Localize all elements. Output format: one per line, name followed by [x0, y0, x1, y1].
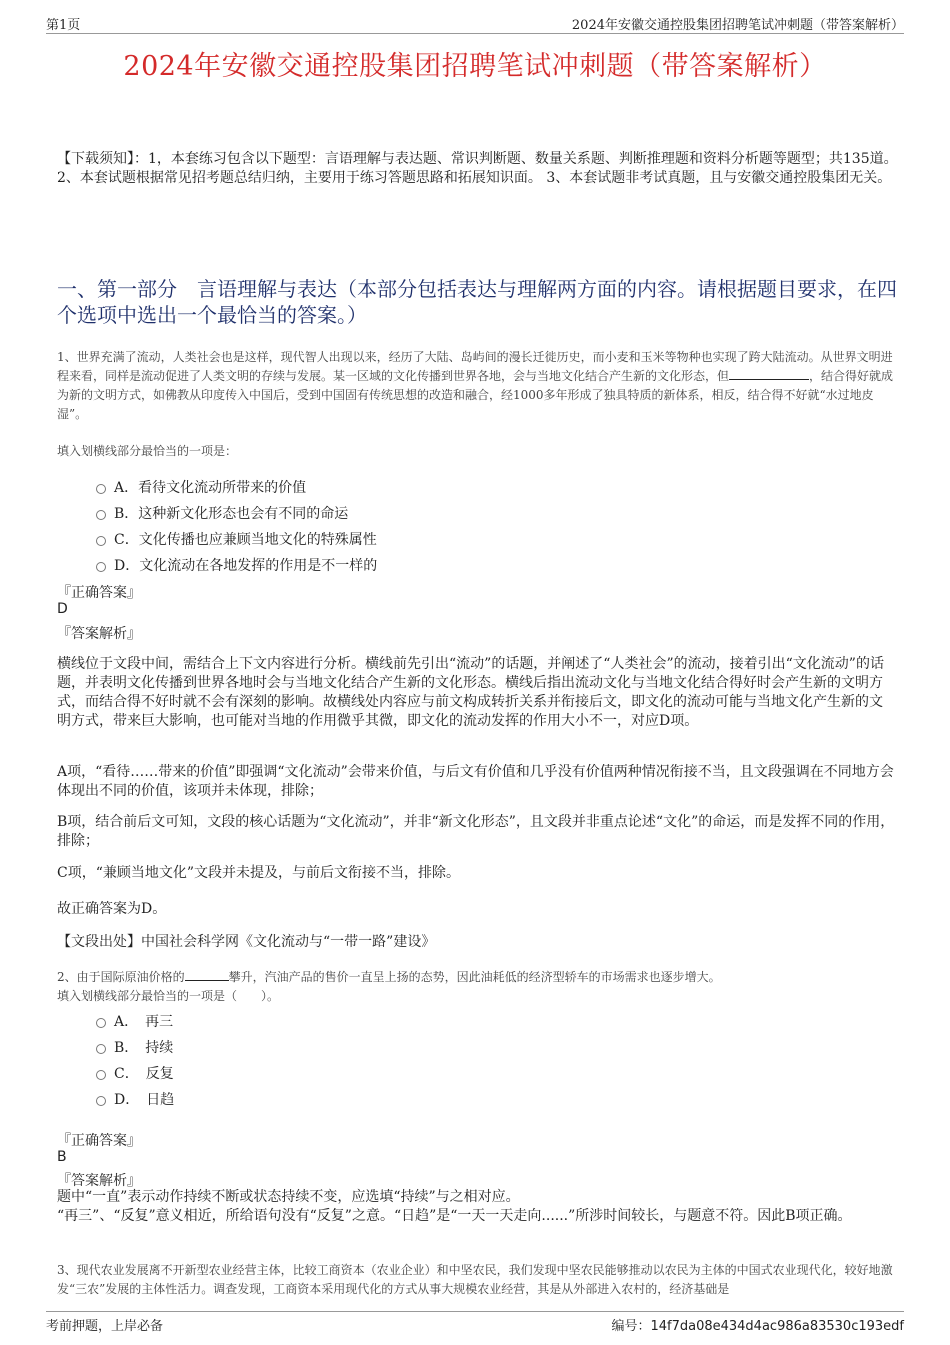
q2-option-a[interactable]	[96, 1011, 173, 1031]
question-2-text	[57, 968, 899, 987]
q1-answer-label: 『正确答案』	[57, 585, 141, 601]
page-title: 2024年安徽交通控股集团招聘笔试冲刺题（带答案解析）	[123, 51, 827, 82]
header-divider	[46, 33, 904, 34]
q2-analysis-para-2: “再三”、“反复”意义相近，所给语句没有“反复”之意。“日趋”是“一天一天走向......”所涉时间较长，与题意不符。因此B项正确。	[57, 1208, 852, 1224]
page-number: 第1页	[46, 18, 81, 33]
footer-divider	[46, 1311, 904, 1312]
q1-analysis-para-3: B项，结合前后文可知，文段的核心话题为“文化流动”，并非“新文化形态”，且文段并非重点论述“文化”的命运，而是发挥不同的作用，排除；	[57, 814, 895, 849]
q1-analysis-label: 『答案解析』	[57, 626, 141, 642]
section-heading: 一、第一部分 言语理解与表达（本部分包括表达与理解两方面的内容。请根据题目要求，在四个选项中选出一个最恰当的答案。）	[57, 277, 897, 327]
q1-analysis-para-2: A项，“看待……带来的价值”即强调“文化流动”会带来价值，与后文有价值和几乎没有价值两种情况衔接不当，且文段强调在不同地方会体现出不同的价值，该项并未体现，排除；	[57, 764, 894, 799]
radio-icon[interactable]	[96, 484, 106, 494]
footer-code	[611, 1315, 904, 1334]
q1-answer: D	[57, 601, 68, 617]
q1-source: 【文段出处】中国社会科学网《文化流动与“一带一路”建设》	[57, 934, 436, 950]
q2-option-b-label: B． 持续	[114, 1040, 174, 1056]
q1-option-b[interactable]	[96, 503, 348, 523]
q2-option-c-label: C． 反复	[114, 1066, 174, 1082]
footer-code-label: 编号：	[611, 1319, 651, 1334]
radio-icon[interactable]	[96, 1096, 106, 1106]
q2-option-c[interactable]	[96, 1063, 174, 1083]
q2-answer-label: 『正确答案』	[57, 1133, 141, 1149]
q1-option-d[interactable]	[96, 555, 377, 575]
radio-icon[interactable]	[96, 562, 106, 572]
q2-answer: B	[57, 1149, 67, 1165]
q1-option-c[interactable]	[96, 529, 377, 549]
question-1-text	[57, 348, 899, 424]
radio-icon[interactable]	[96, 510, 106, 520]
q1-analysis-para-1: 横线位于文段中间，需结合上下文内容进行分析。横线前先引出“流动”的话题，并阐述了“人类社会”的流动，接着引出“文化流动”的话题，并表明文化传播到世界各地时会与当地文化结合产生新的文化形态。横线后指出流动文化与当地文化结合得好时会产生新的文明方式，而结合得不好时就不会有深刻的影响。故横线处内容应与前文构成转折关系并衔接后文，即文化的流动可能与当地文化产生新的文明方式，带来巨大影响，也可能对当地的作用微乎其微，即文化的流动发挥的作用大小不一，对应D项。	[57, 656, 884, 729]
header-doc-title: 2024年安徽交通控股集团招聘笔试冲刺题（带答案解析）	[571, 18, 904, 33]
question-3-text: 3、现代农业发展离不开新型农业经营主体，比较工商资本（农业企业）和中坚农民，我们发现中坚农民能够推动以农民为主体的中国式农业现代化，较好地激发“三农”发展的主体性活力。调查发现，工商资本采用现代化的方式从事大规模农业经营，其是从外部进入农村的，经济基础是	[57, 1263, 893, 1296]
question-2-prompt: 填入划横线部分最恰当的一项是（ ）。	[57, 989, 280, 1003]
q1-option-a-label: A．看待文化流动所带来的价值	[114, 480, 307, 496]
q1-option-d-label: D．文化流动在各地发挥的作用是不一样的	[114, 558, 378, 574]
question-2-text-part2: 攀升，汽油产品的售价一直呈上扬的态势，因此油耗低的经济型轿车的市场需求也逐步增大。	[228, 970, 721, 984]
q2-option-d[interactable]	[96, 1089, 174, 1109]
q1-option-c-label: C．文化传播也应兼顾当地文化的特殊属性	[114, 532, 377, 548]
radio-icon[interactable]	[96, 1018, 106, 1028]
q2-option-b[interactable]	[96, 1037, 173, 1057]
radio-icon[interactable]	[96, 1070, 106, 1080]
question-2-blank	[185, 968, 229, 981]
q2-analysis-label: 『答案解析』	[57, 1173, 141, 1189]
question-1-prompt: 填入划横线部分最恰当的一项是：	[57, 444, 238, 458]
footer-code-value: 14f7da08e434d4ac986a83530c193edf	[650, 1319, 904, 1334]
footer-slogan: 考前押题，上岸必备	[46, 1319, 164, 1334]
q1-analysis-para-5: 故正确答案为D。	[57, 901, 167, 917]
q2-option-d-label: D． 日趋	[114, 1092, 175, 1108]
q2-option-a-label: A． 再三	[114, 1014, 174, 1030]
q1-analysis-para-4: C项，“兼顾当地文化”文段并未提及，与前后文衔接不当，排除。	[57, 865, 461, 881]
question-1-text-part2: ，结合得好就成为新的文明方式，如佛教从印度传入中国后，受到中国固有传统思想的改造和融合，经1000多年形成了独具特质的新体系，相反，结合得不好就“水过地皮湿”。	[57, 369, 894, 421]
q2-analysis-para-1: 题中“一直”表示动作持续不断或状态持续不变，应选填“持续”与之相对应。	[57, 1189, 520, 1205]
radio-icon[interactable]	[96, 1044, 106, 1054]
radio-icon[interactable]	[96, 536, 106, 546]
q1-option-a[interactable]	[96, 477, 306, 497]
download-notice: 【下载须知】：1，本套练习包含以下题型：言语理解与表达题、常识判断题、数量关系题、判断推理题和资料分析题等题型；共135道。 2、本套试题根据常见招考题总结归纳，主要用于练习答题思路和拓展知识面。 3、本套试题非考试真题，且与安徽交通控股集团无关。	[57, 151, 898, 186]
q1-option-b-label: B．这种新文化形态也会有不同的命运	[114, 506, 349, 522]
question-2-text-part1: 2、由于国际原油价格的	[57, 970, 185, 984]
question-1-text-part1: 1、世界充满了流动，人类社会也是这样，现代智人出现以来，经历了大陆、岛屿间的漫长迁徙历史，而小麦和玉米等物种也实现了跨大陆流动。从世界文明进程来看，同样是流动促进了人类文明的存续与发展。某一区域的文化传播到世界各地，会与当地文化结合产生新的文化形态，但	[57, 350, 893, 383]
question-1-blank	[729, 367, 809, 380]
